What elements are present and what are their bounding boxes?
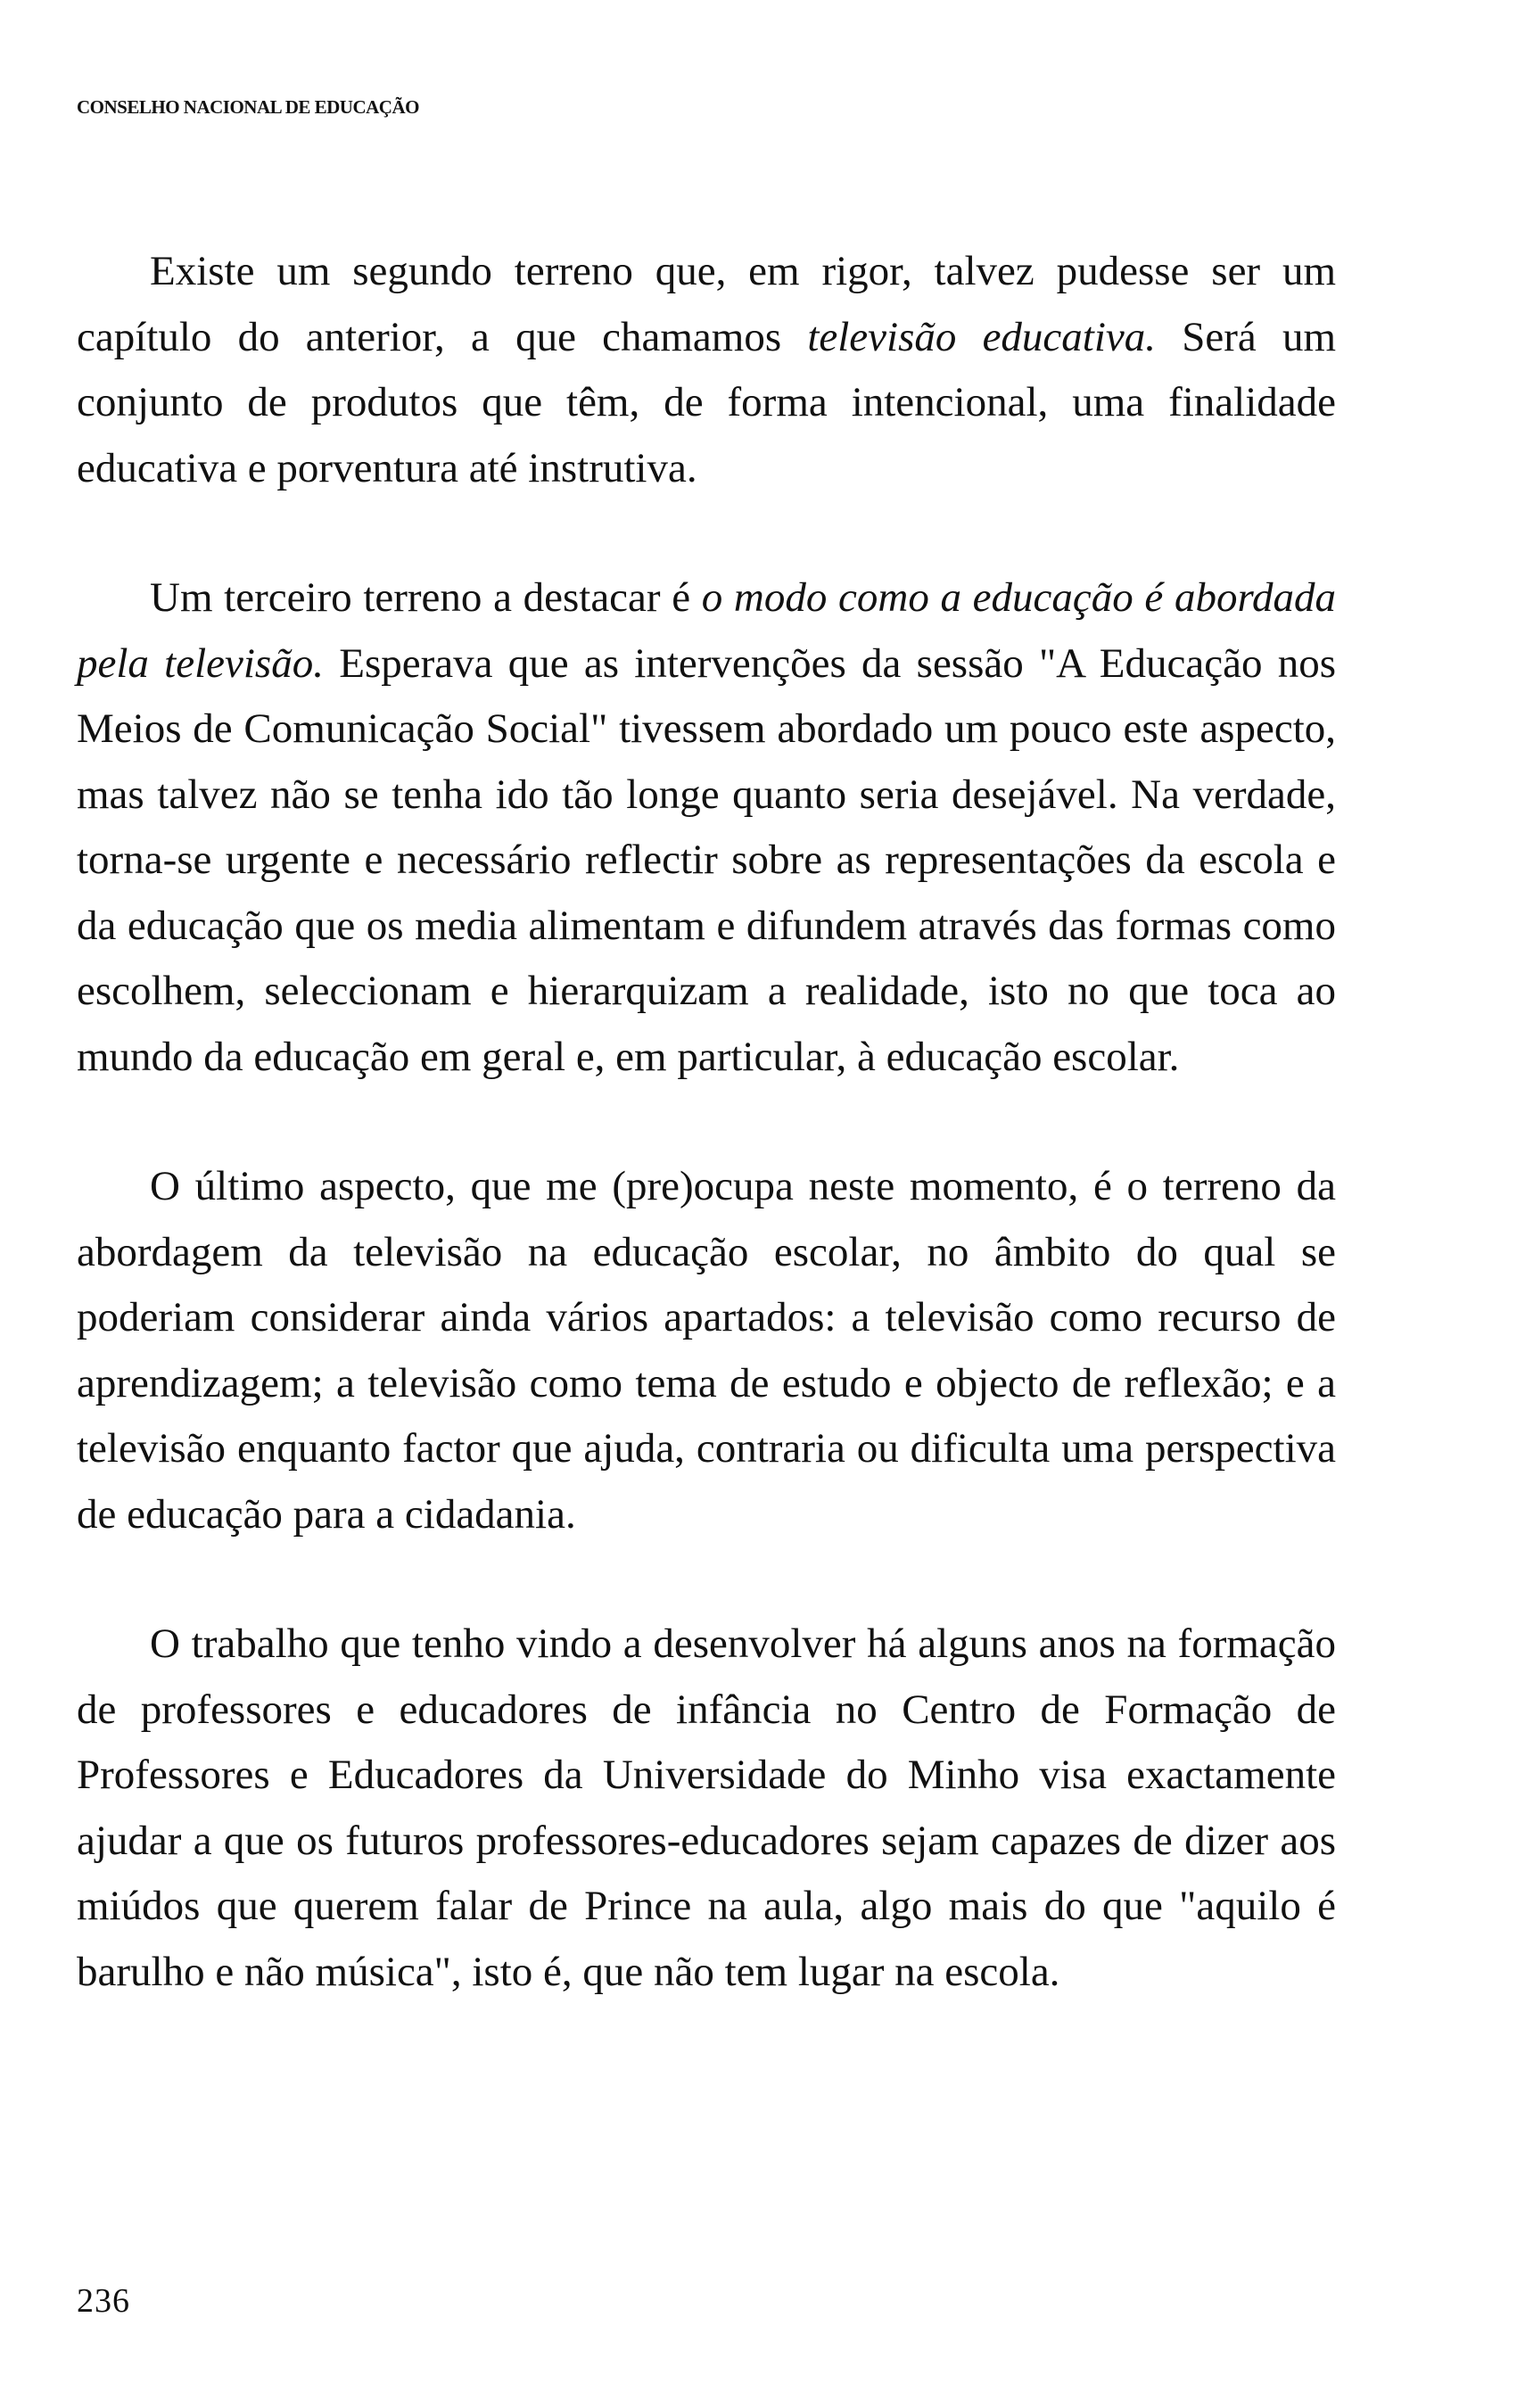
page-number: 236 bbox=[77, 2282, 130, 2320]
paragraph-1-text: Existe um segundo terreno que, em rigor, talvez pudesse ser um capítulo do anterior, a que chamamos bbox=[77, 248, 1336, 360]
paragraph-2-text-end: Esperava que as intervenções da sessão "A Educação nos Meios de Comunicação Social" tivessem abordado um pouco este aspecto, mas talvez não se tenha ido tão longe quanto seria desejável. Na verdade, torna-se urgente e necessário reflectir sobre as representações da escola e da educação que os media alimentam e difundem através das formas como escolhem, seleccionam e hierarquizam a realidade, isto no que toca ao mundo da educação em geral e, em particular, à educação escolar. bbox=[77, 639, 1336, 1080]
paragraph-2 bbox=[77, 565, 1336, 1090]
paragraph-3 bbox=[77, 1154, 1336, 1547]
paragraph-1-text-end: Será um conjunto de produtos que têm, de forma intencional, uma finalidade educativa e porventura até instrutiva. bbox=[77, 313, 1337, 491]
paragraph-2-text: Um terceiro terreno a destacar é bbox=[150, 574, 702, 621]
paragraph-3-text: O último aspecto, que me (pre)ocupa neste momento, é o terreno da abordagem da televisão na educação escolar, no âmbito do qual se poderiam considerar ainda vários apartados: a televisão como recurso de aprendizagem; a televisão como tema de estudo e objecto de reflexão; e a televisão enquanto factor que ajuda, contraria ou dificulta uma perspectiva de educação para a cidadania. bbox=[77, 1163, 1336, 1538]
paragraph-2-italic-phrase: o modo como a educação é abordada pela televisão. bbox=[77, 574, 1337, 687]
paragraph-4-text: O trabalho que tenho vindo a desenvolver há alguns anos na formação de professores e educadores de infância no Centro de Formação de Professores e Educadores da Universidade do Minho visa exactamente ajudar a que os futuros professores-educadores sejam capazes de dizer aos miúdos que querem falar de Prince na aula, algo mais do que "aquilo é barulho e não música", isto é, que não tem lugar na escola. bbox=[77, 1620, 1336, 1995]
paragraph-1-italic-term: televisão educativa. bbox=[807, 313, 1157, 360]
running-head: CONSELHO NACIONAL DE EDUCAÇÃO bbox=[77, 96, 419, 118]
body-text bbox=[77, 239, 1336, 2005]
paragraph-1 bbox=[77, 239, 1336, 501]
paragraph-4 bbox=[77, 1612, 1336, 2005]
